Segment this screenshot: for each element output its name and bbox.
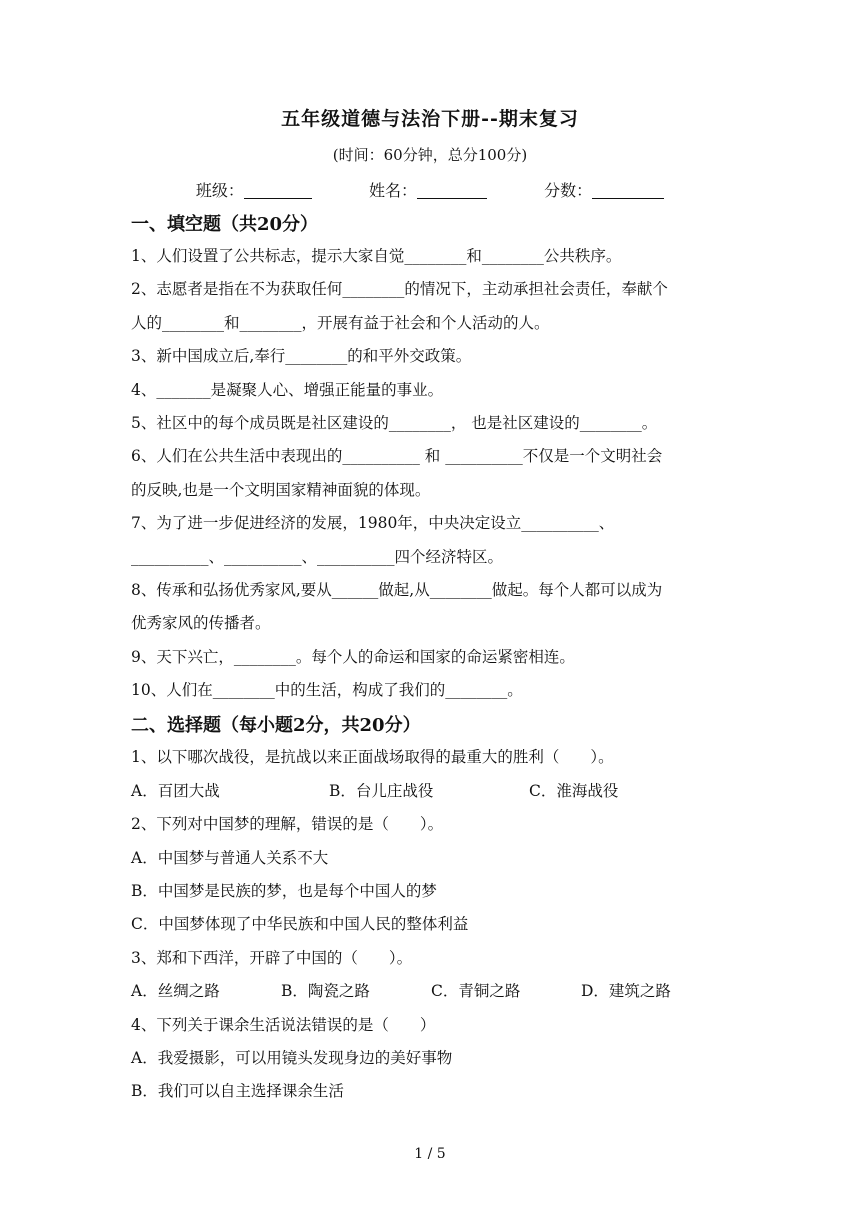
question-options <box>131 975 731 1008</box>
fill-line: 10、人们在________中的生活，构成了我们的________。 <box>131 681 523 700</box>
fill-line: 优秀家风的传播者。 <box>131 614 271 633</box>
option: A．百团大战 <box>131 781 220 800</box>
option: A．丝绸之路 <box>131 982 220 1001</box>
option: C．青铜之路 <box>431 982 521 1001</box>
exam-title: 五年级道德与法治下册--期末复习 <box>281 108 579 130</box>
question-stem: 3、郑和下西洋，开辟了中国的（ ）。 <box>131 948 413 967</box>
class-label: 班级： <box>195 181 244 200</box>
option: D．建筑之路 <box>581 982 671 1001</box>
option: A．我爱摄影，可以用镜头发现身边的美好事物 <box>131 1048 453 1067</box>
fill-line: 3、新中国成立后,奉行________的和平外交政策。 <box>131 347 472 366</box>
page-number: 1 / 5 <box>414 1146 446 1162</box>
question-stem: 4、下列关于课余生活说法错误的是（ ） <box>131 1015 436 1034</box>
option: B．台儿庄战役 <box>329 781 434 800</box>
fill-line: 1、人们设置了公共标志，提示大家自觉________和________公共秩序。 <box>131 247 622 265</box>
name-blank <box>417 180 487 199</box>
option: B．陶瓷之路 <box>281 982 370 1001</box>
fill-line: 7、为了进一步促进经济的发展，1980年，中央决定设立__________、 <box>131 514 615 533</box>
section-choice-title: 二、选择题（每小题2分，共20分） <box>131 715 421 737</box>
question-stem: 1、以下哪次战役，是抗战以来正面战场取得的最重大的胜利（ ）。 <box>131 748 614 767</box>
fill-line: 5、社区中的每个成员既是社区建设的________， 也是社区建设的________。 <box>131 413 658 432</box>
question-stem: 2、下列对中国梦的理解，错误的是（ ）。 <box>131 815 444 834</box>
fill-line: 2、志愿者是指在不为获取任何________的情况下，主动承担社会责任，奉献个 <box>131 280 668 299</box>
fill-line: 9、天下兴亡，________。每个人的命运和国家的命运紧密相连。 <box>131 647 575 666</box>
section-fill-blank-title: 一、填空题（共20分） <box>131 214 319 235</box>
fill-line: 6、人们在公共生活中表现出的__________ 和 __________不仅是一个文明社会 <box>131 447 663 466</box>
fill-line: 4、_______是凝聚人心、增强正能量的事业。 <box>131 380 444 399</box>
fill-line: 人的________和________，开展有益于社会和个人活动的人。 <box>131 313 550 332</box>
fill-line: 的反映,也是一个文明国家精神面貌的体现。 <box>131 480 431 499</box>
score-label: 分数： <box>544 181 593 200</box>
exam-subtitle: (时间：60分钟，总分100分) <box>332 146 528 164</box>
class-field <box>196 178 312 201</box>
score-field <box>544 178 664 201</box>
option: A．中国梦与普通人关系不大 <box>131 848 329 867</box>
name-field <box>369 178 487 201</box>
student-info-row <box>0 178 860 201</box>
option: B．中国梦是民族的梦，也是每个中国人的梦 <box>131 882 437 901</box>
option: C．中国梦体现了中华民族和中国人民的整体利益 <box>131 915 469 934</box>
option: B．我们可以自主选择课余生活 <box>131 1082 344 1101</box>
option: C．淮海战役 <box>529 781 619 800</box>
exam-content <box>131 206 731 1109</box>
class-blank <box>244 180 312 199</box>
question-options <box>131 775 731 808</box>
fill-line: 8、传承和弘扬优秀家风,要从______做起,从________做起。每个人都可以成为 <box>131 580 663 599</box>
score-blank <box>592 180 664 199</box>
name-label: 姓名： <box>368 181 417 200</box>
fill-line: __________、__________、__________四个经济特区。 <box>131 547 504 566</box>
